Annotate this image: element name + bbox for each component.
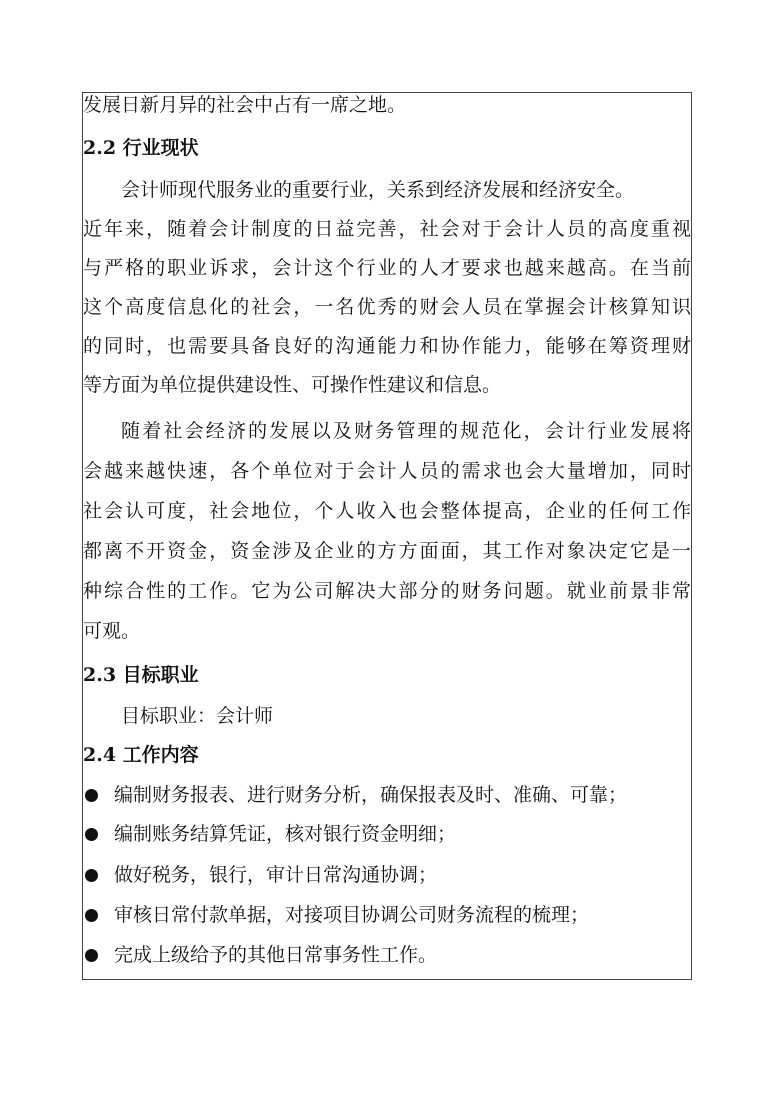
bullet-text: 完成上级给予的其他日常事务性工作。 [114, 944, 438, 966]
paragraph-line: 随着社会经济的发展以及财务管理的规范化，会计行业发展将 [121, 420, 691, 442]
section-heading-2-3: 2.3 目标职业 [83, 664, 199, 686]
bullet-text: 编制财务报表、进行财务分析，确保报表及时、准确、可靠； [114, 784, 628, 806]
bullet-text: 编制账务结算凭证，核对银行资金明细； [114, 823, 457, 845]
paragraph-line: 发展日新月异的社会中占有一席之地。 [83, 94, 407, 116]
bullet-dot-icon [85, 909, 98, 922]
bullet-item [83, 943, 691, 967]
paragraph-line: 社会认可度，社会地位，个人收入也会整体提高，企业的任何工作 [83, 500, 691, 522]
section-heading-2-4: 2.4 工作内容 [83, 744, 199, 766]
paragraph-line: 这个高度信息化的社会，一名优秀的财会人员在掌握会计核算知识 [83, 296, 691, 318]
bullet-dot-icon [85, 789, 98, 802]
paragraph-line: 近年来，随着会计制度的日益完善，社会对于会计人员的高度重视 [83, 218, 691, 240]
bullet-dot-icon [85, 869, 98, 882]
bullet-text: 做好税务，银行，审计日常沟通协调； [114, 864, 438, 886]
paragraph-line: 的同时，也需要具备良好的沟通能力和协作能力，能够在筹资理财 [83, 335, 691, 357]
paragraph-line: 等方面为单位提供建设性、可操作性建议和信息。 [83, 374, 502, 396]
bullet-text: 审核日常付款单据，对接项目协调公司财务流程的梳理； [114, 904, 590, 926]
paragraph-line: 可观。 [83, 620, 141, 642]
paragraph-line: 都离不开资金，资金涉及企业的方方面面，其工作对象决定它是一 [83, 540, 691, 562]
bullet-item [83, 903, 691, 927]
bullet-dot-icon [85, 828, 98, 841]
bullet-item [83, 783, 691, 807]
document-frame [82, 92, 692, 980]
paragraph-line: 与严格的职业诉求，会计这个行业的人才要求也越来越高。在当前 [83, 257, 691, 279]
paragraph-line: 会计师现代服务业的重要行业，关系到经济发展和经济安全。 [121, 179, 635, 201]
paragraph-line: 会越来越快速，各个单位对于会计人员的需求也会大量增加，同时 [83, 460, 691, 482]
paragraph-line: 种综合性的工作。它为公司解决大部分的财务问题。就业前景非常 [83, 580, 691, 602]
bullet-item [83, 822, 691, 846]
bullet-item [83, 863, 691, 887]
target-job-line: 目标职业：会计师 [121, 705, 274, 727]
bullet-dot-icon [85, 949, 98, 962]
section-heading-2-2: 2.2 行业现状 [83, 137, 199, 159]
